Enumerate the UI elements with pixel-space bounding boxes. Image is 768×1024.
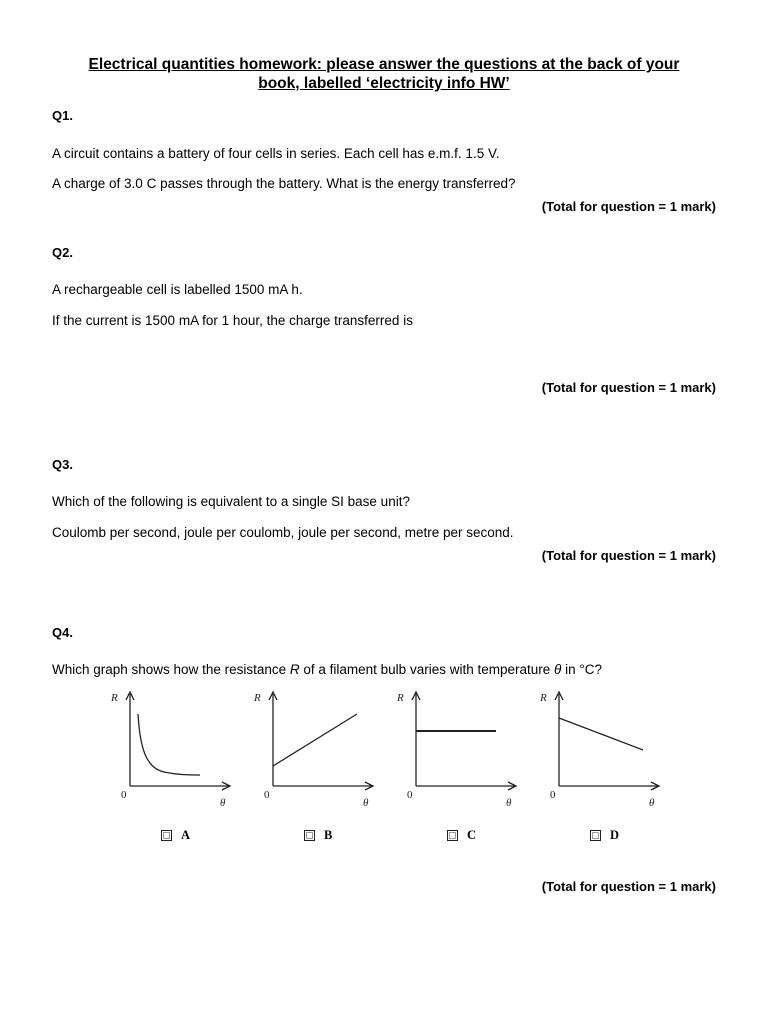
- option-d-checkbox[interactable]: [590, 830, 601, 841]
- question-1-marks: (Total for question = 1 mark): [541, 199, 716, 214]
- question-3-line-2: Coulomb per second, joule per coulomb, joule per second, metre per second.: [52, 525, 514, 540]
- graph-a-curve: [138, 714, 200, 775]
- question-3-line-1: Which of the following is equivalent to a single SI base unit?: [52, 494, 410, 509]
- graph-d-x-axis-label: θ: [649, 797, 655, 809]
- graph-c-y-axis-label: R: [397, 692, 404, 704]
- question-3-marks: (Total for question = 1 mark): [541, 548, 716, 563]
- option-a-checkbox[interactable]: [161, 830, 172, 841]
- question-1-line-1: A circuit contains a battery of four cells in series. Each cell has e.m.f. 1.5 V.: [52, 146, 500, 161]
- graph-a-x-axis-label: θ: [220, 797, 226, 809]
- graph-a-y-axis-label: R: [111, 692, 118, 704]
- graph-c-x-axis-label: θ: [506, 797, 512, 809]
- question-4-number: Q4.: [52, 625, 73, 640]
- temperature-symbol: θ: [554, 662, 562, 677]
- graph-d-y-axis-label: R: [540, 692, 547, 704]
- page-title: [40, 55, 728, 93]
- graph-b-x-axis-label: θ: [363, 797, 369, 809]
- option-c[interactable]: [447, 828, 476, 843]
- graph-c: [392, 688, 522, 813]
- graph-d: [535, 688, 665, 813]
- graph-b-line: [273, 714, 357, 766]
- question-1-number: Q1.: [52, 108, 73, 123]
- question-2-marks: (Total for question = 1 mark): [541, 380, 716, 395]
- option-d[interactable]: [590, 828, 619, 843]
- question-4-text-part: of a filament bulb varies with temperature: [299, 662, 554, 677]
- question-2-number: Q2.: [52, 245, 73, 260]
- option-a-label: A: [181, 828, 191, 842]
- question-4-text: [52, 662, 602, 677]
- graph-b: [249, 688, 379, 813]
- option-a[interactable]: [161, 828, 190, 843]
- question-2-line-2: If the current is 1500 mA for 1 hour, the charge transferred is: [52, 313, 413, 328]
- resistance-symbol: R: [289, 662, 300, 677]
- option-c-checkbox[interactable]: [447, 830, 458, 841]
- option-b-label: B: [324, 828, 333, 842]
- question-4-text-part: Which graph shows how the resistance: [52, 662, 290, 677]
- graph-d-origin-label: 0: [550, 789, 556, 801]
- graph-a: [106, 688, 236, 813]
- option-b[interactable]: [304, 828, 332, 843]
- title-line-2: book, labelled ‘electricity info HW’: [258, 75, 510, 92]
- option-d-label: D: [610, 828, 620, 842]
- question-1-line-2: A charge of 3.0 C passes through the battery. What is the energy transferred?: [52, 176, 516, 191]
- question-4-text-part: in °C?: [561, 662, 602, 677]
- option-c-label: C: [467, 828, 477, 842]
- graph-c-origin-label: 0: [407, 789, 413, 801]
- question-4-marks: (Total for question = 1 mark): [541, 879, 716, 894]
- graph-b-y-axis-label: R: [254, 692, 261, 704]
- graph-d-line: [559, 718, 643, 750]
- option-b-checkbox[interactable]: [304, 830, 315, 841]
- question-2-line-1: A rechargeable cell is labelled 1500 mA h.: [52, 282, 303, 297]
- title-line-1: Electrical quantities homework: please answer the questions at the back of your: [88, 56, 680, 73]
- question-3-number: Q3.: [52, 457, 73, 472]
- graph-a-origin-label: 0: [121, 789, 127, 801]
- graph-b-origin-label: 0: [264, 789, 270, 801]
